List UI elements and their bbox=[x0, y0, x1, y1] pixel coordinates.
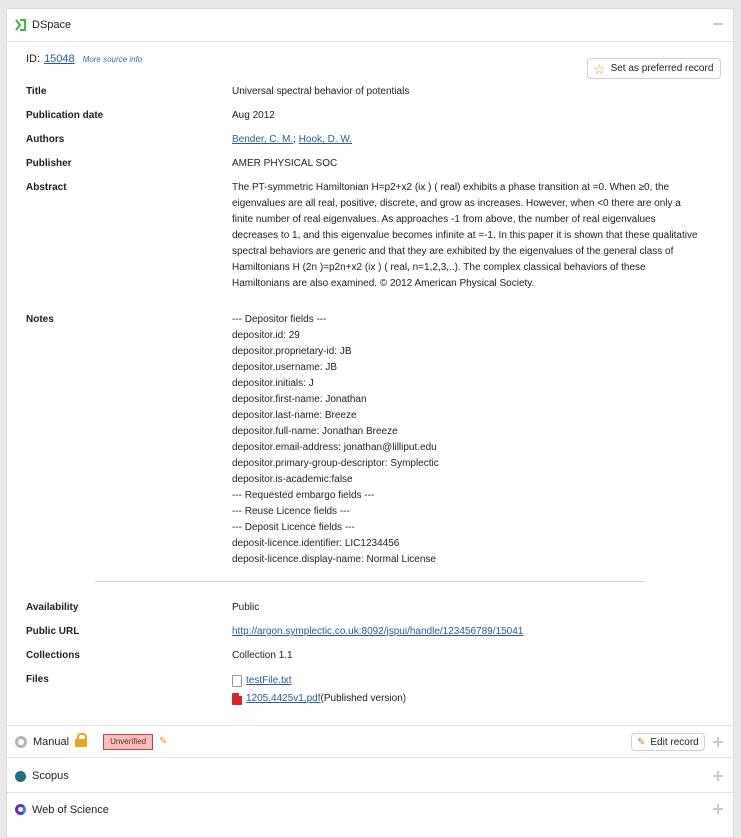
note-line: --- Deposit Licence fields --- bbox=[232, 522, 355, 533]
more-source-info-link[interactable]: More source info bbox=[82, 55, 143, 64]
id-label: ID: bbox=[26, 53, 41, 65]
field-label: Notes bbox=[26, 314, 54, 325]
field-label: Authors bbox=[26, 134, 65, 145]
collapse-icon[interactable] bbox=[713, 18, 723, 28]
manual-title: Manual bbox=[33, 735, 70, 748]
note-line: depositor.first-name: Jonathan bbox=[232, 394, 367, 405]
field-label: Publisher bbox=[26, 158, 72, 169]
note-line: deposit-licence.identifier: LIC1234456 bbox=[232, 538, 400, 549]
section-divider bbox=[95, 581, 645, 582]
notes-list bbox=[232, 312, 716, 568]
note-line: depositor.id: 29 bbox=[232, 330, 300, 341]
expand-icon[interactable] bbox=[713, 804, 723, 814]
unverified-badge: Unverified bbox=[103, 734, 153, 750]
field-files bbox=[26, 672, 716, 708]
gear-icon bbox=[15, 736, 27, 748]
field-label: Collections bbox=[26, 650, 80, 661]
note-line: deposit-licence.display-name: Normal License bbox=[232, 554, 436, 565]
field-label: Title bbox=[26, 86, 47, 97]
field-authors bbox=[26, 132, 716, 148]
abstract-text: The PT-symmetric Hamiltonian H=p2+x2 (ix ) ( real) exhibits a phase transition at =0. When ≥0, the eigenvalues are all real, positive, discrete, and grow as increases. However, when <0 there are only a finite number of real eigenvalues. As approaches -1 from above, the number of real eigenvalues decreases to 1, and this eigenvalue becomes infinite at =-1. In this paper it is shown that these qualitative spectral behaviors are generic and that they are exhibited by the eigenvalues of the general class of Hamiltonians H (2n )=p2n+x2 (ix ) ( real, n=1,2,3,..). The complex classical behaviors of these Hamiltonians are also examined. © 2012 American Physical Society. bbox=[232, 182, 698, 289]
file-link[interactable]: testFile.txt bbox=[246, 675, 292, 686]
note-line: depositor.last-name: Breeze bbox=[232, 410, 357, 421]
field-abstract bbox=[26, 180, 716, 292]
dspace-header[interactable] bbox=[7, 9, 733, 42]
public-url-link[interactable]: http://argon.symplectic.co.uk:8092/jspui/handle/123456789/15041 bbox=[232, 626, 524, 637]
note-line: depositor.is-academic:false bbox=[232, 474, 353, 485]
record-sources-panel bbox=[6, 8, 734, 838]
field-value: Collection 1.1 bbox=[232, 650, 293, 661]
field-label: Abstract bbox=[26, 182, 67, 193]
author-link[interactable]: Bender, C. M. bbox=[232, 134, 294, 145]
field-public-url bbox=[26, 624, 716, 640]
note-line: depositor.username: JB bbox=[232, 362, 338, 373]
note-line: depositor.proprietary-id: JB bbox=[232, 346, 352, 357]
pencil-icon: ✎ bbox=[637, 736, 646, 748]
set-preferred-label: Set as preferred record bbox=[610, 63, 714, 74]
files-list bbox=[232, 672, 716, 708]
expand-icon[interactable] bbox=[713, 737, 723, 747]
star-icon: ☆ bbox=[593, 60, 606, 77]
edit-record-button[interactable] bbox=[631, 733, 705, 751]
note-line: depositor.primary-group-descriptor: Symplectic bbox=[232, 458, 439, 469]
expand-icon[interactable] bbox=[713, 771, 723, 781]
note-line: depositor.email-address: jonathan@lilliput.edu bbox=[232, 442, 437, 453]
dspace-title: DSpace bbox=[32, 19, 72, 31]
pdf-file-icon bbox=[232, 693, 242, 705]
note-line: --- Reuse Licence fields --- bbox=[232, 506, 350, 517]
author-separator: ; bbox=[293, 134, 296, 145]
dspace-logo-icon bbox=[15, 19, 27, 31]
file-version-note: (Published version) bbox=[320, 693, 407, 704]
note-line: --- Depositor fields --- bbox=[232, 314, 327, 325]
pencil-icon[interactable]: ✎ bbox=[159, 736, 168, 747]
file-item bbox=[232, 672, 716, 690]
scopus-header[interactable] bbox=[7, 760, 733, 793]
field-publisher bbox=[26, 156, 716, 172]
unlocked-icon bbox=[75, 737, 87, 747]
author-link[interactable]: Hook, D. W. bbox=[298, 134, 353, 145]
field-availability bbox=[26, 600, 716, 616]
scopus-logo-icon bbox=[15, 771, 26, 782]
field-label: Files bbox=[26, 674, 49, 685]
wos-title: Web of Science bbox=[32, 803, 109, 816]
field-collections bbox=[26, 648, 716, 664]
field-value bbox=[232, 624, 716, 640]
note-line: depositor.initials: J bbox=[232, 378, 314, 389]
field-label: Publication date bbox=[26, 110, 104, 121]
file-item bbox=[232, 690, 716, 708]
record-id-link[interactable]: 15048 bbox=[44, 53, 75, 65]
text-file-icon bbox=[232, 675, 242, 687]
field-label: Public URL bbox=[26, 626, 80, 637]
field-value: AMER PHYSICAL SOC bbox=[232, 158, 338, 169]
field-value: Public bbox=[232, 602, 260, 613]
wos-header[interactable] bbox=[7, 793, 733, 826]
field-value: Universal spectral behavior of potentials bbox=[232, 86, 410, 97]
edit-record-label: Edit record bbox=[650, 736, 699, 748]
set-preferred-record-button[interactable] bbox=[587, 58, 721, 79]
scopus-title: Scopus bbox=[32, 770, 69, 782]
field-value: Aug 2012 bbox=[232, 110, 275, 121]
file-link[interactable]: 1205.4425v1.pdf bbox=[246, 693, 321, 704]
field-publication-date bbox=[26, 108, 716, 124]
field-title bbox=[26, 84, 716, 100]
web-of-science-logo-icon bbox=[15, 804, 26, 815]
manual-header[interactable] bbox=[7, 725, 733, 758]
field-notes bbox=[26, 312, 716, 568]
record-id-row bbox=[26, 53, 142, 65]
note-line: --- Requested embargo fields --- bbox=[232, 490, 375, 501]
field-label: Availability bbox=[26, 602, 79, 613]
note-line: depositor.full-name: Jonathan Breeze bbox=[232, 426, 398, 437]
field-value bbox=[232, 132, 716, 148]
